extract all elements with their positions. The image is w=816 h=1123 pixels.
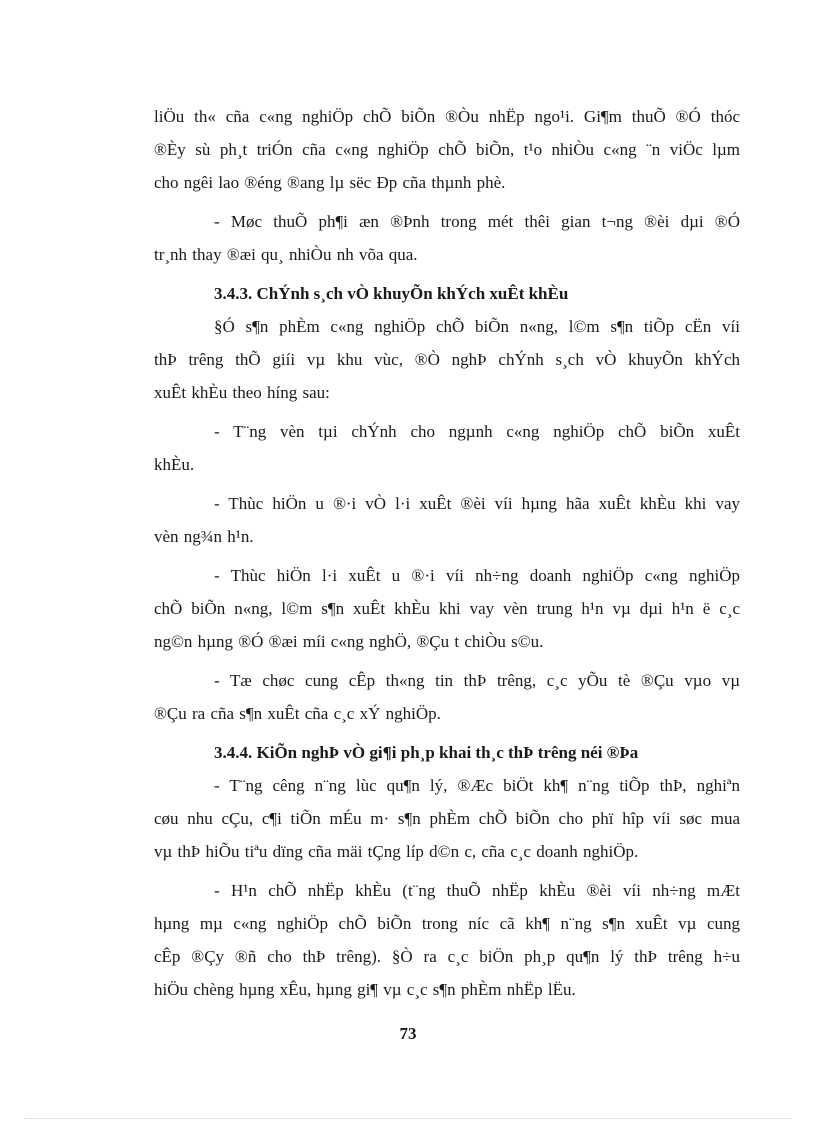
text-line: thÞ trêng thÕ giíi vµ khu vùc, ®Ò nghÞ chÝnh s¸ch vÒ khuyÕn khÝch <box>154 350 740 369</box>
paragraph <box>154 415 740 481</box>
section-heading: 3.4.4. KiÕn nghÞ vÒ gi¶i ph¸p khai th¸c thÞ trêng néi ®Þa <box>214 743 639 762</box>
text-line: - H¹n chÕ nhËp khÈu (t¨ng thuÕ nhËp khÈu ®èi víi nh÷ng mÆt <box>214 881 740 900</box>
text-line: - T¨ng vèn tµi chÝnh cho ngµnh c«ng nghiÖp chÕ biÕn xuÊt <box>214 422 740 441</box>
text-line: - Thùc hiÖn u ®·i vÒ l·i xuÊt ®èi víi hµng hãa xuÊt khÈu khi vay <box>214 494 740 513</box>
section-heading: 3.4.3. ChÝnh s¸ch vÒ khuyÕn khÝch xuÊt khÈu <box>214 284 569 303</box>
paragraph <box>154 310 740 409</box>
paragraph <box>154 664 740 730</box>
page-bottom-border <box>24 1118 792 1119</box>
text-line: liÖu th« cña c«ng nghiÖp chÕ biÕn ®Òu nhËp ngo¹i. Gi¶m thuÕ ®Ó thóc <box>154 107 740 126</box>
text-line: xuÊt khÈu theo híng sau: <box>154 383 330 402</box>
text-line: hµng mµ c«ng nghiÖp chÕ biÕn trong níc cã kh¶ n¨ng s¶n xuÊt vµ cung <box>154 914 740 933</box>
paragraph <box>154 205 740 271</box>
text-line: cøu nhu cÇu, c¶i tiÕn mÉu m· s¶n phÈm chÕ biÕn cho phï hîp víi søc mua <box>154 809 740 828</box>
text-line: cÊp ®Çy ®ñ cho thÞ trêng). §Ò ra c¸c biÖn ph¸p qu¶n lý thÞ trêng h÷u <box>154 947 740 966</box>
paragraph <box>154 487 740 553</box>
text-line: vèn ng¾n h¹n. <box>154 527 254 546</box>
text-line: vµ thÞ hiÕu tiªu dïng cña mäi tÇng líp d©n c, cña c¸c doanh nghiÖp. <box>154 842 639 861</box>
paragraph <box>154 559 740 658</box>
text-line: ®Èy sù ph¸t triÓn cña c«ng nghiÖp chÕ biÕn, t¹o nhiÒu c«ng ¨n viÖc lµm <box>154 140 740 159</box>
text-line: ng©n hµng ®Ó ®æi míi c«ng nghÖ, ®Çu t chiÒu s©u. <box>154 632 544 651</box>
text-line: - Thùc hiÖn l·i xuÊt u ®·i víi nh÷ng doanh nghiÖp c«ng nghiÖp <box>214 566 740 585</box>
text-line: ®Çu ra cña s¶n xuÊt cña c¸c xÝ nghiÖp. <box>154 704 441 723</box>
text-line: §Ó s¶n phÈm c«ng nghiÖp chÕ biÕn n«ng, l©m s¶n tiÕp cËn víi <box>214 317 740 336</box>
text-line: - T¨ng cêng n¨ng lùc qu¶n lý, ®Æc biÖt kh¶ n¨ng tiÕp thÞ, nghiªn <box>214 776 740 795</box>
page-number: 73 <box>399 1024 417 1043</box>
paragraph <box>154 874 740 1006</box>
text-line: - Tæ chøc cung cÊp th«ng tin thÞ trêng, c¸c yÕu tè ®Çu vµo vµ <box>214 671 740 690</box>
document-body <box>154 100 740 1012</box>
text-line: chÕ biÕn n«ng, l©m s¶n xuÊt khÈu khi vay vèn trung h¹n vµ dµi h¹n ë c¸c <box>154 599 740 618</box>
paragraph <box>154 769 740 868</box>
text-line: tr¸nh thay ®æi qu¸ nhiÒu nh võa qua. <box>154 245 418 264</box>
spacer <box>154 1006 740 1012</box>
text-line: - Møc thuÕ ph¶i æn ®Þnh trong mét thêi gian t¬ng ®èi dµi ®Ó <box>214 212 740 231</box>
text-line: hiÖu chèng hµng xÊu, hµng gi¶ vµ c¸c s¶n phÈm nhËp lËu. <box>154 980 576 999</box>
text-line: cho ngêi lao ®éng ®ang lµ sëc Ðp cña thµnh phè. <box>154 173 506 192</box>
text-line: khÈu. <box>154 455 195 474</box>
paragraph <box>154 100 740 199</box>
